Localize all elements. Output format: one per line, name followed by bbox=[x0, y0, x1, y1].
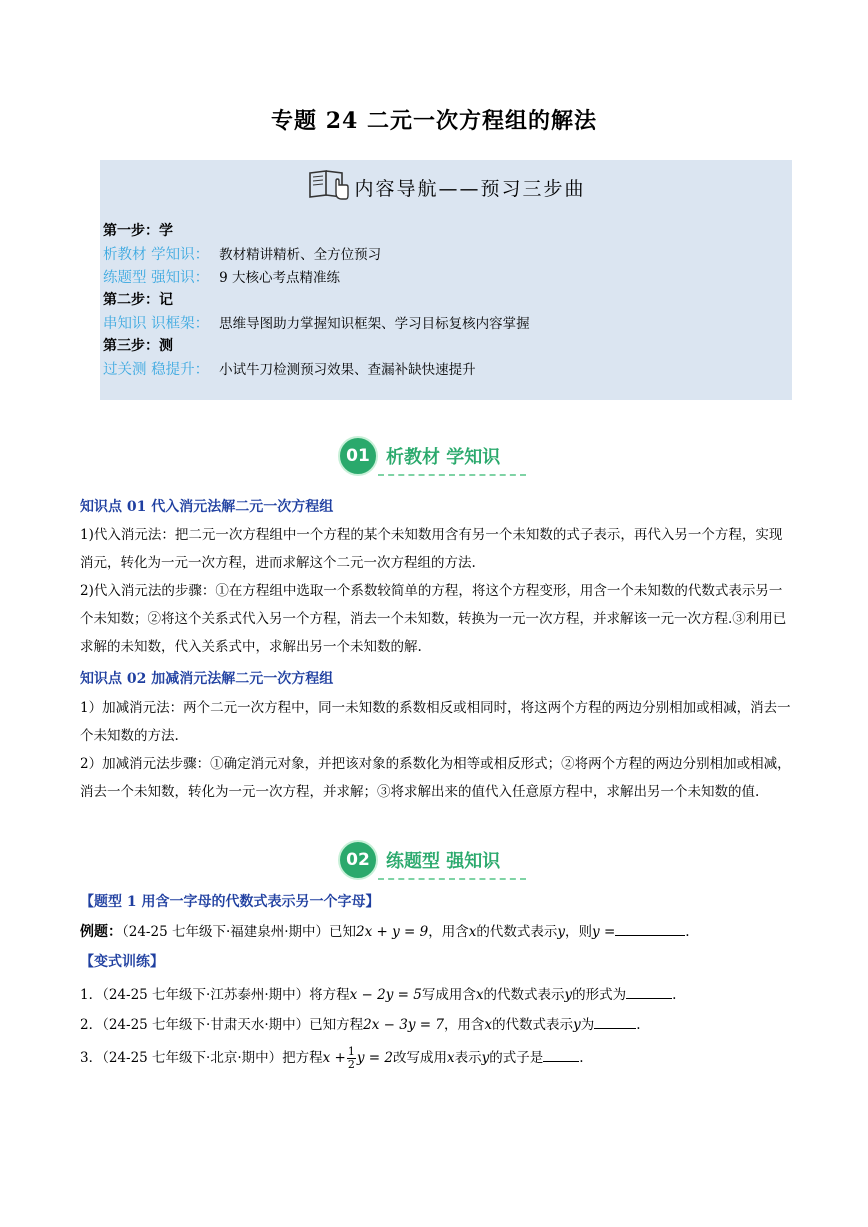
kp2-paragraph-1: 1）加减消元法：两个二元一次方程中，同一未知数的系数相反或相同时，将这两个方程的两边分别相加或相减，消去一个未知数的方法. bbox=[80, 700, 791, 744]
nav-row-2-desc: 9 大核心考点精准练 bbox=[219, 270, 340, 286]
example-text: 的代数式表示 bbox=[476, 924, 558, 940]
step-3: 第三步：测 bbox=[103, 338, 173, 354]
section-1-underline bbox=[378, 474, 526, 476]
example-label: 例题： bbox=[80, 924, 122, 940]
example-period: . bbox=[685, 924, 690, 940]
variant-question-3 bbox=[80, 1046, 584, 1071]
q3-text: 的式子是 bbox=[489, 1050, 544, 1066]
q1-var-x: x bbox=[475, 987, 484, 1003]
q1-var-y: y bbox=[564, 987, 573, 1003]
fraction-denominator: 2 bbox=[347, 1058, 355, 1071]
section-2-number: 02 bbox=[338, 840, 378, 880]
example-var-x: x bbox=[468, 924, 477, 940]
step-2: 第二步：记 bbox=[103, 292, 173, 308]
q1-text: 的代数式表示 bbox=[483, 987, 565, 1003]
example-source: （24-25 七年级下·福建泉州·期中）已知 bbox=[122, 924, 357, 940]
answer-blank bbox=[543, 1047, 579, 1062]
section-2-underline bbox=[378, 878, 526, 880]
kp1-paragraph-1: 1)代入消元法：把二元一次方程组中一个方程的某个未知数用含有另一个未知数的式子表示，再代入另一个方程，实现消元，转化为一元一次方程，进而求解这个二元一次方程组的方法. bbox=[80, 527, 783, 571]
knowledge-point-2-title: 知识点 02 加减消元法解二元一次方程组 bbox=[80, 671, 334, 687]
kp1-paragraph-2: 2)代入消元法的步骤：①在方程组中选取一个系数较简单的方程，将这个方程变形，用含一个未知数的代数式表示另一个未知数；②将这个关系式代入另一个方程，消去一个未知数，转换为一元一次方程，并求解该一元一次方程.③利用已求解的未知数，代入关系式中，求解出另一个未知数的解. bbox=[80, 583, 787, 655]
nav-row-3-desc: 思维导图助力掌握知识框架、学习目标复核内容掌握 bbox=[219, 316, 530, 332]
q2-var-x: x bbox=[484, 1017, 493, 1033]
q3-var-y: y bbox=[481, 1050, 490, 1066]
example-y-equals: y = bbox=[592, 924, 616, 940]
q2-period: . bbox=[636, 1017, 641, 1033]
section-1-badge bbox=[338, 436, 500, 476]
q3-period: . bbox=[579, 1050, 584, 1066]
q3-text: 改写成用 bbox=[392, 1050, 447, 1066]
q2-text: 2．（24-25 七年级下·甘肃天水·期中）已知方程 bbox=[80, 1017, 364, 1033]
kp2-paragraph-2: 2）加减消元法步骤：①确定消元对象，并把该对象的系数化为相等或相反形式；②将两个方程的两边分别相加或相减，消去一个未知数，转化为一元一次方程，并求解；③将求解出来的值代入任意原方程中，求解出另一个未知数的值. bbox=[80, 756, 791, 800]
answer-blank bbox=[626, 984, 672, 999]
q2-text: 为 bbox=[580, 1017, 595, 1033]
q3-eq-y: y = 2 bbox=[356, 1050, 393, 1066]
q1-text: 的形式为 bbox=[572, 987, 627, 1003]
nav-row-3-label: 串知识 识框架： bbox=[103, 316, 210, 332]
q3-text: 表示 bbox=[454, 1050, 482, 1066]
example-equation: 2x + y = 9 bbox=[356, 924, 429, 940]
nav-row-2 bbox=[103, 266, 340, 287]
page-title: 专题 24 二元一次方程组的解法 bbox=[271, 108, 597, 134]
nav-row-4-label: 过关测 稳提升： bbox=[103, 362, 210, 378]
nav-row-4 bbox=[103, 358, 476, 379]
example-var-y: y bbox=[557, 924, 566, 940]
nav-header bbox=[100, 166, 792, 208]
question-type-1-title: 【题型 1 用含一字母的代数式表示另一个字母】 bbox=[80, 894, 380, 910]
q1-period: . bbox=[672, 987, 677, 1003]
section-2-label: 练题型 强知识 bbox=[386, 851, 501, 872]
variant-question-1 bbox=[80, 983, 676, 1003]
nav-row-1 bbox=[103, 243, 381, 264]
variant-training-label: 【变式训练】 bbox=[80, 954, 164, 970]
q2-text: ，用含 bbox=[443, 1017, 485, 1033]
fraction-numerator: 1 bbox=[347, 1045, 355, 1058]
nav-row-2-label: 练题型 强知识： bbox=[103, 270, 210, 286]
example-question bbox=[80, 920, 690, 941]
q2-var-y: y bbox=[573, 1017, 581, 1033]
variant-question-2 bbox=[80, 1013, 641, 1033]
answer-blank bbox=[615, 921, 685, 936]
answer-blank bbox=[594, 1014, 636, 1029]
q2-equation: 2x − 3y = 7 bbox=[363, 1017, 444, 1033]
example-text: ，则 bbox=[565, 924, 593, 940]
q2-text: 的代数式表示 bbox=[492, 1017, 574, 1033]
nav-row-1-desc: 教材精讲精析、全方位预习 bbox=[219, 247, 382, 263]
book-hand-icon bbox=[306, 167, 350, 207]
nav-row-4-desc: 小试牛刀检测预习效果、查漏补缺快速提升 bbox=[219, 362, 476, 378]
nav-heading: 内容导航——预习三步曲 bbox=[354, 177, 586, 200]
nav-row-3 bbox=[103, 312, 530, 333]
q3-var-x: x bbox=[446, 1050, 455, 1066]
example-text: ，用含 bbox=[428, 924, 469, 940]
section-1-number: 01 bbox=[338, 436, 378, 476]
step-1: 第一步：学 bbox=[103, 223, 173, 239]
q1-text: 1．（24-25 七年级下·江苏泰州·期中）将方程 bbox=[80, 987, 350, 1003]
content-navigation-box bbox=[100, 160, 792, 400]
knowledge-point-1-title: 知识点 01 代入消元法解二元一次方程组 bbox=[80, 499, 334, 515]
q1-text: 写成用含 bbox=[421, 987, 476, 1003]
q1-equation: x − 2y = 5 bbox=[349, 987, 422, 1003]
q3-eq-x: x + bbox=[322, 1050, 346, 1066]
nav-row-1-label: 析教材 学知识： bbox=[103, 247, 210, 263]
q3-text: 3．（24-25 七年级下·北京·期中）把方程 bbox=[80, 1050, 323, 1066]
section-1-label: 析教材 学知识 bbox=[386, 447, 501, 468]
fraction-one-half bbox=[347, 1046, 356, 1071]
section-2-badge bbox=[338, 840, 500, 880]
